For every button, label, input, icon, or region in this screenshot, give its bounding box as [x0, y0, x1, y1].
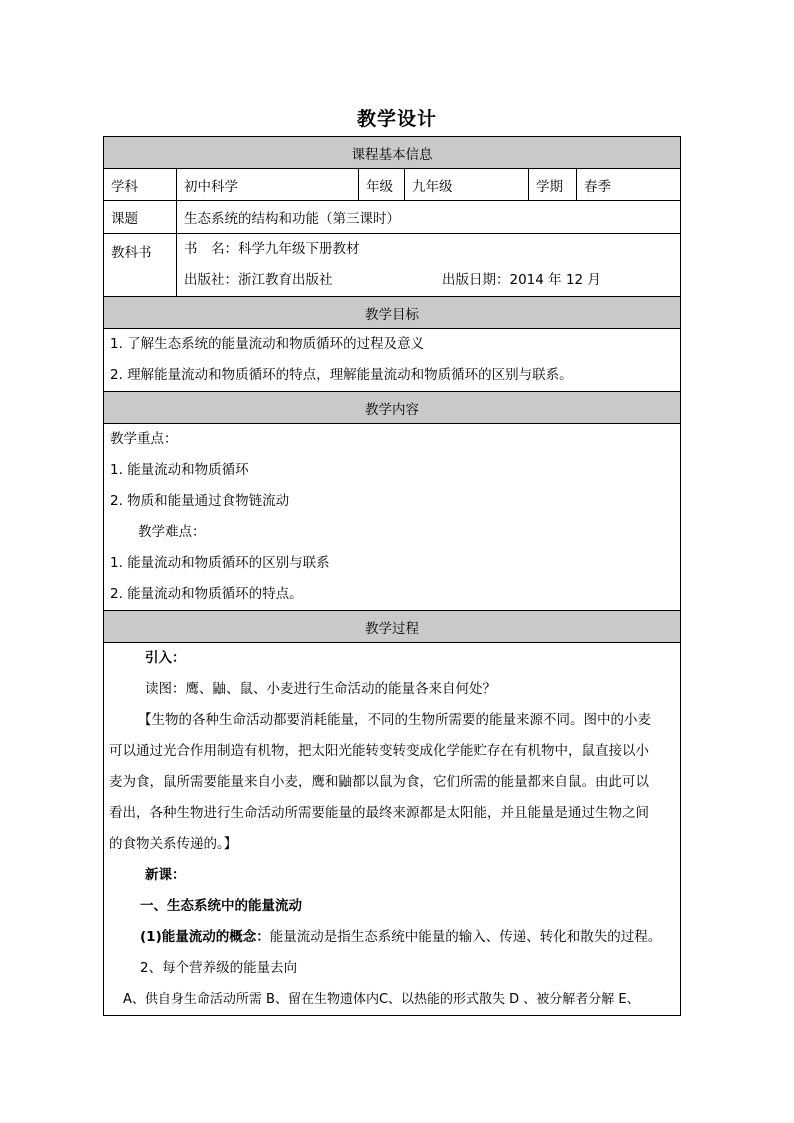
publish-date: 出版日期：2014 年 12 月 [442, 272, 601, 288]
section-header-process: 教学过程 [104, 611, 681, 643]
lesson-table [103, 136, 681, 1016]
term-value: 春季 [577, 169, 681, 201]
topic-label: 课题 [104, 201, 177, 234]
explanation-line: 麦为食，鼠所需要能量来自小麦，鹰和鼬都以鼠为食，它们所需的能量都来自鼠。由此可以 [109, 774, 649, 790]
grade-label: 年级 [359, 169, 405, 201]
new-lesson-label: 新课： [145, 867, 186, 883]
key-point-item: 1. 能量流动和物质循环 [110, 462, 249, 478]
key-points-label: 教学重点： [110, 431, 178, 447]
textbook-label: 教科书 [104, 234, 177, 297]
energy-destination-options: A、供自身生命活动所需 B、留在生物遗体内C、以热能的形式散失 D 、被分解者分解 E、 [123, 992, 640, 1007]
intro-question: 读图：鹰、鼬、鼠、小麦进行生命活动的能量各来自何处？ [145, 681, 496, 697]
grade-value: 九年级 [405, 169, 529, 201]
section-header-basic-info: 课程基本信息 [104, 137, 681, 169]
energy-flow-concept [109, 922, 675, 953]
goals-block [104, 329, 681, 392]
difficulty-label: 教学难点： [138, 524, 206, 540]
book-name: 书 名：科学九年级下册教材 [184, 241, 360, 257]
section-heading-energy-flow: 一、生态系统中的能量流动 [140, 898, 302, 914]
explanation-line: 可以通过光合作用制造有机物，把太阳光能转变转变成化学能贮存在有机物中，鼠直接以小 [109, 743, 649, 759]
explanation-line: 看出，各种生物进行生命活动所需要能量的最终来源都是太阳能，并且能量是通过生物之间 [109, 805, 649, 821]
concept-text: 能量流动是指生态系统中能量的输入、传递、转化和散失的过程。 [269, 929, 662, 945]
explanation-line: 的食物关系传递的。】 [109, 836, 238, 852]
explanation-line: 【生物的各种生命活动都要消耗能量，不同的生物所需要的能量来源不同。图中的小麦 [138, 712, 651, 728]
document-title: 教学设计 [356, 108, 437, 130]
term-label: 学期 [529, 169, 577, 201]
topic-value: 生态系统的结构和功能（第三课时） [177, 201, 681, 234]
goal-item: 1. 了解生态系统的能量流动和物质循环的过程及意义 [110, 336, 425, 352]
section-header-content: 教学内容 [104, 392, 681, 424]
energy-destination-heading: 2、每个营养级的能量去向 [140, 960, 298, 976]
difficulty-item: 2. 能量流动和物质循环的特点。 [110, 586, 303, 602]
textbook-info [177, 234, 681, 297]
section-header-goals: 教学目标 [104, 297, 681, 329]
subject-label: 学科 [104, 169, 177, 201]
intro-label: 引入： [145, 650, 186, 666]
process-block [104, 643, 681, 1016]
content-block [104, 424, 681, 611]
difficulty-item: 1. 能量流动和物质循环的区别与联系 [110, 555, 330, 571]
subject-value: 初中科学 [177, 169, 359, 201]
book-publish-line [177, 265, 680, 296]
publisher: 出版社：浙江教育出版社 [184, 272, 333, 288]
key-point-item: 2. 物质和能量通过食物链流动 [110, 493, 290, 509]
goal-item: 2. 理解能量流动和物质循环的特点，理解能量流动和物质循环的区别与联系。 [110, 367, 573, 383]
concept-label: (1)能量流动的概念： [140, 929, 270, 945]
